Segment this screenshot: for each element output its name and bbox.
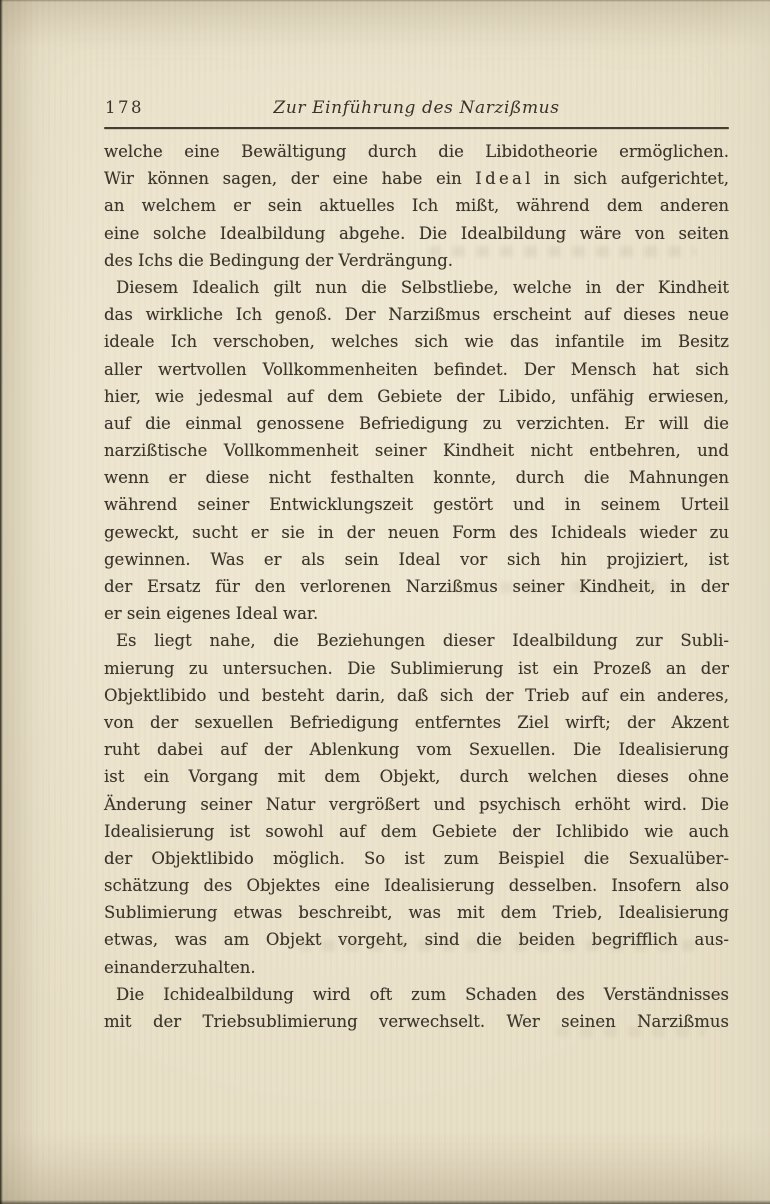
- body-text: [104, 138, 729, 1035]
- text-line: schätzung des Objektes eine Idealisierung desselben. Insofern also: [104, 876, 729, 896]
- text-line: ruht dabei auf der Ablenkung vom Sexuellen. Die Idealisierung: [104, 740, 729, 760]
- text-line: das wirkliche Ich genoß. Der Narzißmus erscheint auf dieses neue: [104, 305, 729, 325]
- text-line: wenn er diese nicht festhalten konnte, durch die Mahnungen: [104, 468, 729, 488]
- text-line: auf die einmal genossene Befriedigung zu verzichten. Er will die: [104, 413, 729, 433]
- text-line: mit der Triebsublimierung verwechselt. Wer seinen Narzißmus: [104, 1012, 729, 1031]
- text-line: narzißtische Vollkommenheit seiner Kindheit nicht entbehren, und: [104, 441, 729, 461]
- text-line: aller wertvollen Vollkommenheiten befindet. Der Mensch hat sich: [104, 359, 729, 379]
- text-line: Idealisierung ist sowohl auf dem Gebiete der Ichlibido wie auch: [104, 821, 729, 841]
- text-line: etwas, was am Objekt vorgeht, sind die beiden begrifflich aus-: [104, 930, 729, 950]
- text-line: während seiner Entwicklungszeit gestört und in seinem Urteil: [104, 495, 729, 515]
- text-line: gewinnen. Was er als sein Ideal vor sich hin projiziert, ist: [104, 549, 729, 569]
- header-rule: [104, 127, 729, 129]
- text-line: Änderung seiner Natur vergrößert und psychisch erhöht wird. Die: [104, 794, 729, 814]
- text-line: der Objektlibido möglich. So ist zum Beispiel die Sexualüber-: [104, 848, 729, 868]
- text-line: ideale Ich verschoben, welches sich wie das infantile im Besitz: [104, 332, 729, 352]
- running-head: [104, 98, 729, 122]
- text-line: Die Ichidealbildung wird oft zum Schaden des Verständnisses: [116, 984, 729, 1004]
- text-line: Sublimierung etwas beschreibt, was mit dem Trieb, Idealisierung: [104, 903, 729, 923]
- text-line: eine solche Idealbildung abgehe. Die Idealbildung wäre von seiten: [104, 223, 729, 243]
- page-number: 178: [105, 98, 144, 117]
- text-line: er sein eigenes Ideal war.: [104, 604, 319, 624]
- scan-edge-bottom: [0, 1200, 770, 1204]
- text-line: hier, wie jedesmal auf dem Gebiete der Libido, unfähig erwiesen,: [104, 386, 729, 406]
- text-line: Wir können sagen, der eine habe ein I d e a l in sich aufgerichtet,: [104, 169, 729, 189]
- running-title: Zur Einführung des Narzißmus: [273, 98, 560, 118]
- text-line: mierung zu untersuchen. Die Sublimierung ist ein Prozeß an der: [104, 658, 729, 678]
- text-line: von der sexuellen Befriedigung entferntes Ziel wirft; der Akzent: [104, 712, 729, 732]
- scan-edge-left: [0, 0, 3, 1204]
- text-line: Objektlibido und besteht darin, daß sich der Trieb auf ein anderes,: [104, 685, 729, 705]
- text-line: welche eine Bewältigung durch die Libidotheorie ermöglichen.: [104, 142, 729, 161]
- text-line: des Ichs die Bedingung der Verdrängung.: [104, 250, 454, 270]
- text-line: an welchem er sein aktuelles Ich mißt, während dem anderen: [104, 196, 729, 216]
- text-line: Diesem Idealich gilt nun die Selbstliebe, welche in der Kindheit: [116, 277, 729, 297]
- scan-edge-top: [0, 0, 770, 2]
- text-line: Es liegt nahe, die Beziehungen dieser Idealbildung zur Subli-: [116, 631, 729, 651]
- text-line: der Ersatz für den verlorenen Narzißmus seiner Kindheit, in der: [104, 577, 729, 596]
- text-line: einanderzuhalten.: [104, 957, 256, 977]
- text-line: ist ein Vorgang mit dem Objekt, durch welchen dieses ohne: [104, 767, 729, 787]
- text-line: geweckt, sucht er sie in der neuen Form des Ichideals wieder zu: [104, 522, 729, 542]
